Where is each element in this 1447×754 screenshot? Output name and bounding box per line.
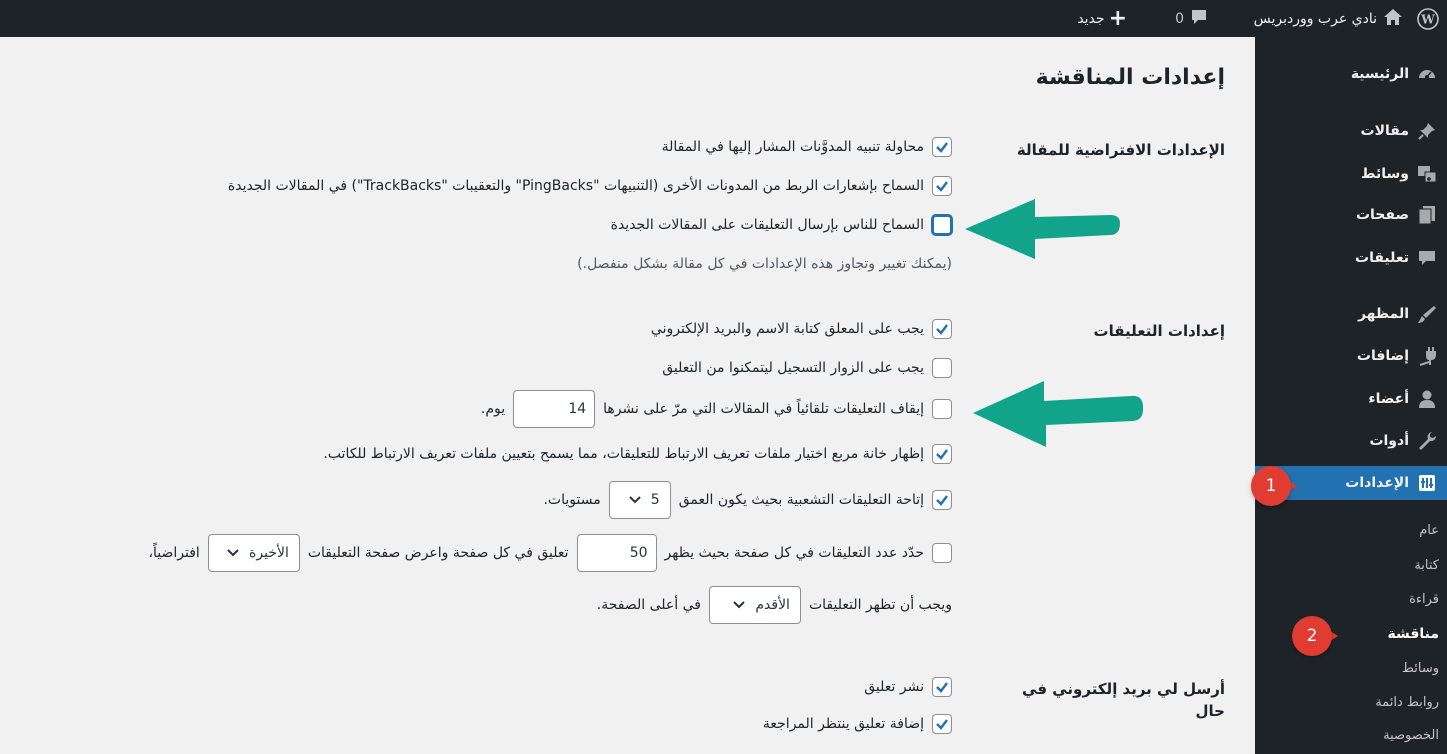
option-label: إيقاف التعليقات تلقائياً في المقالات التي مرّ على نشرها: [603, 401, 924, 417]
checkbox-checked[interactable]: [932, 490, 952, 510]
option-label: محاولة تنبيه المدوَّنات المشار إليها في المقالة: [661, 139, 924, 155]
checkbox-unchecked[interactable]: [932, 543, 952, 563]
annotation-arrow-2: [968, 377, 1153, 459]
menu-label: مقالات: [1360, 123, 1409, 139]
select-value: الأقدم: [755, 597, 790, 613]
option-suffix: في أعلى الصفحة.: [596, 597, 701, 613]
option-require-registration[interactable]: [662, 358, 952, 378]
menu-label: المظهر: [1357, 306, 1409, 322]
option-threaded-comments[interactable]: [543, 481, 952, 519]
badge-number: 1: [1251, 466, 1291, 506]
section-email-me: أرسل لي بريد إلكتروني في حال: [1022, 680, 1225, 720]
chevron-down-icon: [227, 549, 239, 557]
option-email-on-moderation[interactable]: [763, 714, 952, 734]
checkbox-unchecked[interactable]: [932, 399, 952, 419]
comments-count: 0: [1175, 10, 1184, 27]
submenu-reading[interactable]: قراءة: [1409, 591, 1439, 607]
admin-bar: [0, 0, 1447, 37]
option-notify-blogs[interactable]: [662, 137, 952, 157]
menu-label: الإعدادات: [1345, 475, 1409, 491]
option-paginate-comments[interactable]: [149, 534, 953, 572]
brush-icon: [1417, 304, 1437, 324]
checkbox-checked[interactable]: [932, 137, 952, 157]
menu-dashboard[interactable]: [1255, 57, 1447, 91]
menu-pages[interactable]: [1255, 198, 1447, 232]
submenu-general[interactable]: عام: [1419, 522, 1439, 538]
menu-label: الرئيسية: [1350, 66, 1409, 82]
menu-label: إضافات: [1356, 348, 1409, 364]
menu-label: وسائط: [1361, 166, 1409, 182]
option-require-name-email[interactable]: [651, 319, 952, 339]
plus-icon: +: [1108, 5, 1127, 31]
menu-label: أدوات: [1369, 433, 1409, 449]
chevron-down-icon: [733, 601, 745, 609]
option-label: حدّد عدد التعليقات في كل صفحة بحيث يظهر: [664, 545, 924, 561]
section-default-article: الإعدادات الافتراضية للمقالة: [1016, 141, 1225, 159]
comments-per-page-input[interactable]: 50: [577, 534, 657, 572]
site-name: نادي عرب ووردبريس: [1253, 10, 1377, 27]
menu-tools[interactable]: [1255, 424, 1447, 458]
override-note: (يمكنك تغيير وتجاوز هذه الإعدادات في كل مقالة بشكل منفصل.): [577, 256, 952, 272]
checkbox-unchecked[interactable]: [932, 358, 952, 378]
thread-depth-select[interactable]: [609, 481, 671, 519]
wordpress-logo-icon[interactable]: [1417, 0, 1439, 37]
user-icon: [1417, 389, 1437, 409]
settings-icon: [1417, 473, 1437, 493]
option-allow-comments[interactable]: [611, 215, 952, 235]
pages-icon: [1417, 205, 1437, 225]
new-content-link[interactable]: [1077, 0, 1127, 37]
select-value: 5: [650, 492, 660, 508]
close-days-input[interactable]: 14: [513, 390, 595, 428]
badge-number: 2: [1292, 616, 1332, 656]
menu-media[interactable]: [1255, 157, 1447, 191]
option-suffix: افتراضياً،: [148, 545, 200, 561]
comment-order-select[interactable]: [709, 586, 801, 624]
option-email-on-post[interactable]: [864, 677, 952, 697]
option-suffix: مستويات.: [543, 492, 601, 508]
option-cookies-optin[interactable]: [323, 444, 952, 464]
option-label: ويجب أن تظهر التعليقات: [808, 597, 952, 613]
menu-label: تعليقات: [1355, 250, 1409, 266]
main-content: [0, 37, 1255, 754]
new-label: جديد: [1077, 10, 1105, 27]
menu-label: أعضاء: [1368, 391, 1409, 407]
wrench-icon: [1417, 431, 1437, 451]
annotation-badge-2: [1288, 614, 1332, 658]
checkbox-checked[interactable]: [932, 319, 952, 339]
section-comments: إعدادات التعليقات: [1093, 322, 1225, 340]
menu-users[interactable]: [1255, 382, 1447, 416]
page-title: إعدادات المناقشة: [1035, 65, 1225, 90]
home-icon: [1383, 8, 1403, 30]
option-close-comments[interactable]: [481, 390, 952, 428]
option-label: يجب على المعلق كتابة الاسم والبريد الإلكتروني: [650, 321, 924, 337]
comments-link[interactable]: [1175, 0, 1208, 37]
chevron-down-icon: [629, 496, 641, 504]
option-label: السماح للناس بإرسال التعليقات على المقالات الجديدة: [610, 217, 924, 233]
submenu-discussion[interactable]: مناقشة: [1387, 626, 1439, 642]
pin-icon: [1417, 121, 1437, 141]
annotation-arrow-1: [960, 193, 1130, 273]
checkbox-checked[interactable]: [932, 677, 952, 697]
submenu-privacy[interactable]: الخصوصية: [1383, 727, 1439, 743]
option-label: نشر تعليق: [864, 679, 924, 695]
option-label: إظهار خانة مربع اختيار ملفات تعريف الارتباط للتعليقات، مما يسمح بتعيين ملفات تعريف الارتباط للكاتب.: [323, 446, 924, 462]
checkbox-checked[interactable]: [932, 176, 952, 196]
admin-sidebar: [1255, 37, 1447, 754]
menu-plugins[interactable]: [1255, 339, 1447, 373]
submenu-permalinks[interactable]: روابط دائمة: [1375, 694, 1439, 710]
menu-posts[interactable]: [1255, 114, 1447, 148]
option-label: إضافة تعليق ينتظر المراجعة: [762, 716, 924, 732]
option-allow-pings[interactable]: [228, 176, 952, 196]
checkbox-checked[interactable]: [932, 714, 952, 734]
media-icon: [1417, 164, 1437, 184]
checkbox-unchecked-focused[interactable]: [932, 215, 952, 235]
svg-text:W: W: [1421, 12, 1435, 26]
checkbox-checked[interactable]: [932, 444, 952, 464]
menu-label: صفحات: [1355, 207, 1409, 223]
default-page-select[interactable]: [208, 534, 300, 572]
option-suffix: يوم.: [480, 401, 506, 417]
option-label: يجب على الزوار التسجيل ليتمكنوا من التعليق: [662, 360, 924, 376]
menu-appearance[interactable]: [1255, 297, 1447, 331]
comment-bubble-icon: [1190, 8, 1208, 30]
plugin-icon: [1417, 346, 1437, 366]
option-label: السماح بإشعارات الربط من المدونات الأخرى (التنبيهات "PingBacks" والتعقيبات "TrackBacks") في المقالات الجديدة: [227, 178, 924, 194]
option-label: تعليق في كل صفحة واعرض صفحة التعليقات: [307, 545, 569, 561]
menu-comments[interactable]: [1255, 241, 1447, 275]
submenu-media[interactable]: وسائط: [1401, 660, 1439, 676]
comment-icon: [1417, 248, 1437, 268]
dashboard-icon: [1417, 64, 1437, 84]
option-label: إتاحة التعليقات التشعبية بحيث يكون العمق: [678, 492, 924, 508]
option-comment-order: [597, 586, 952, 624]
select-value: الأخيرة: [249, 545, 289, 561]
submenu-writing[interactable]: كتابة: [1414, 557, 1439, 573]
site-name-link[interactable]: [1254, 0, 1403, 37]
